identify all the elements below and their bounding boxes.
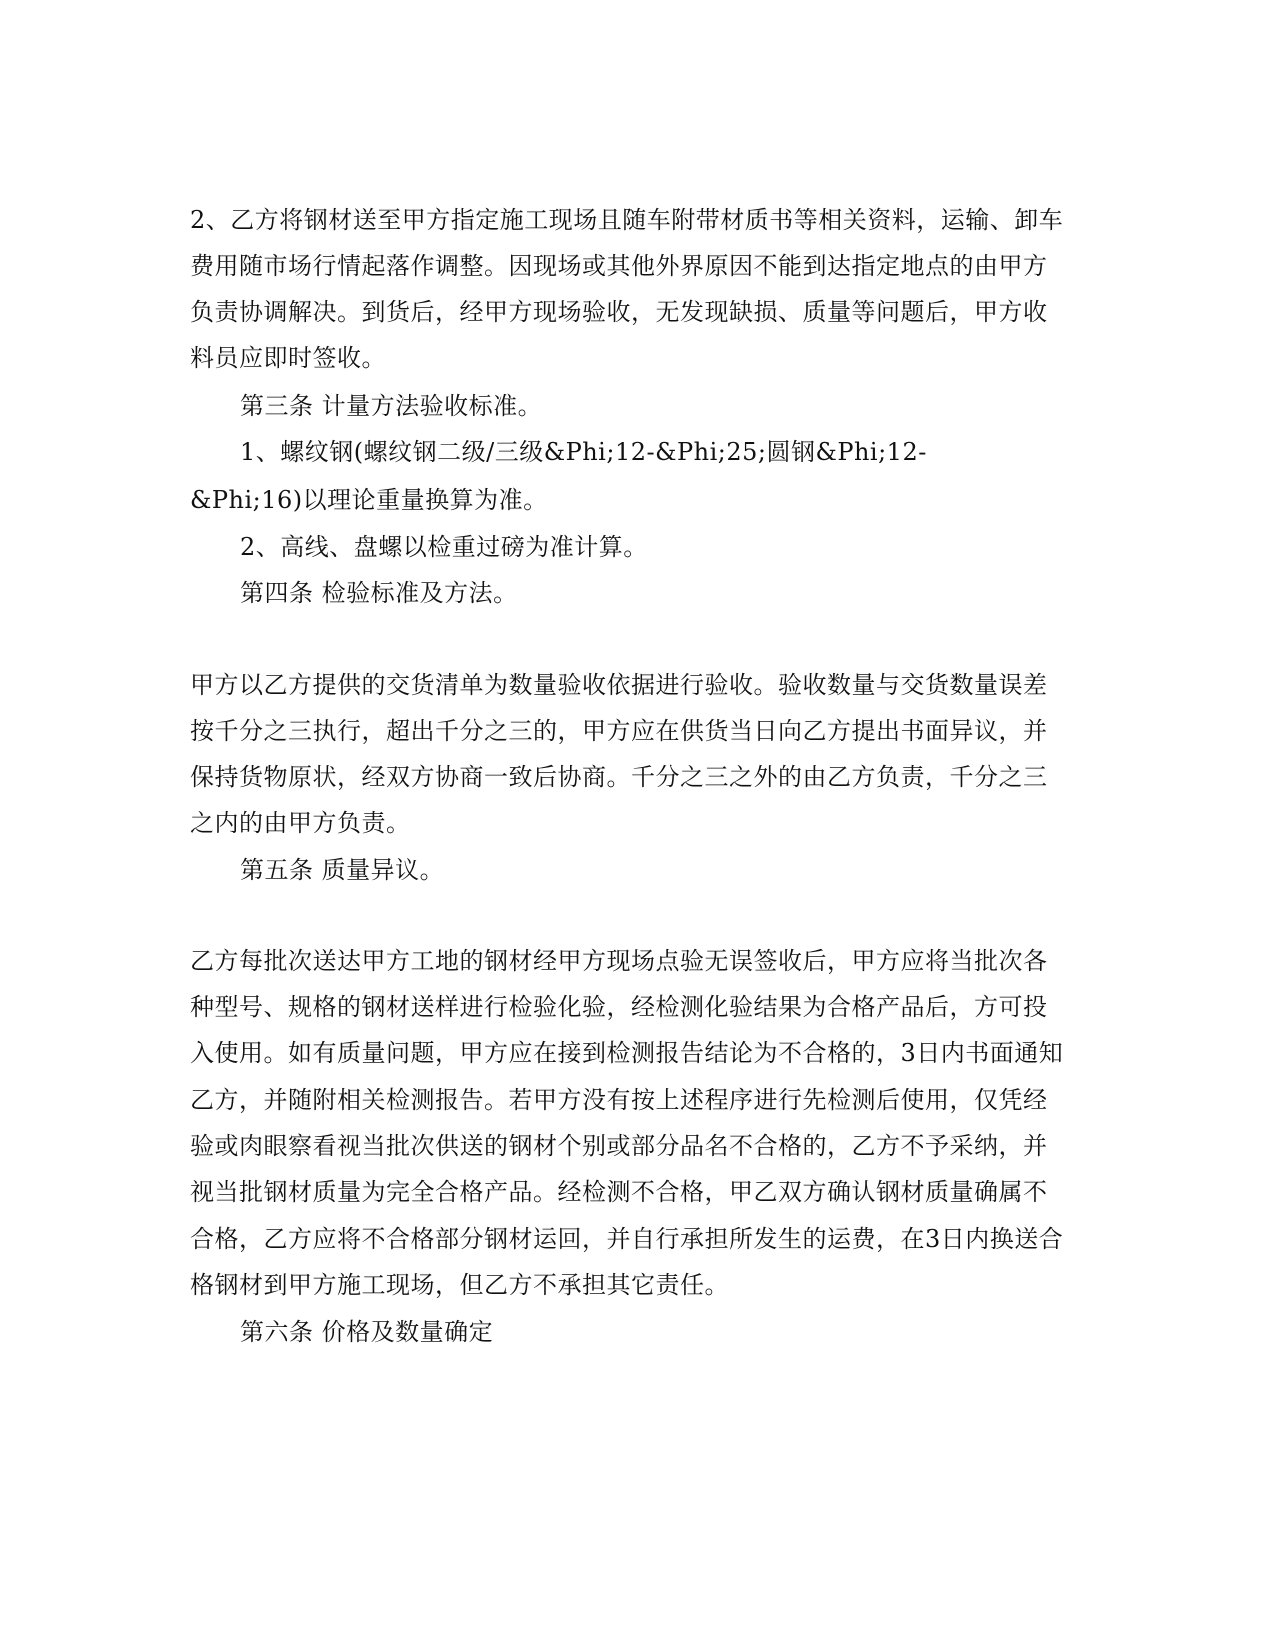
paragraph-line: 验或肉眼察看视当批次供送的钢材个别或部分品名不合格的，乙方不予采纳，并 — [190, 1132, 1048, 1160]
section-heading: 第六条 价格及数量确定 — [240, 1318, 494, 1346]
paragraph-line: 负责协调解决。到货后，经甲方现场验收，无发现缺损、质量等问题后，甲方收 — [190, 298, 1048, 326]
paragraph-line: 按千分之三执行，超出千分之三的，甲方应在供货当日向乙方提出书面异议，并 — [190, 717, 1048, 745]
paragraph-line: 2、高线、盘螺以检重过磅为准计算。 — [240, 533, 648, 561]
section-heading: 第四条 检验标准及方法。 — [240, 579, 518, 607]
paragraph-line: 乙方每批次送达甲方工地的钢材经甲方现场点验无误签收后，甲方应将当批次各 — [190, 947, 1048, 975]
paragraph-line: 费用随市场行情起落作调整。因现场或其他外界原因不能到达指定地点的由甲方 — [190, 252, 1048, 280]
section-heading: 第三条 计量方法验收标准。 — [240, 392, 543, 420]
paragraph-line: 格钢材到甲方施工现场，但乙方不承担其它责任。 — [190, 1271, 729, 1299]
paragraph-line: 乙方，并随附相关检测报告。若甲方没有按上述程序进行先检测后使用，仅凭经 — [190, 1086, 1048, 1114]
section-heading: 第五条 质量异议。 — [240, 856, 445, 884]
paragraph-line: 甲方以乙方提供的交货清单为数量验收依据进行验收。验收数量与交货数量误差 — [190, 671, 1048, 699]
paragraph-line: 料员应即时签收。 — [190, 344, 386, 372]
paragraph-line: &Phi;16)以理论重量换算为准。 — [190, 486, 548, 514]
paragraph-line: 保持货物原状，经双方协商一致后协商。千分之三之外的由乙方负责，千分之三 — [190, 763, 1048, 791]
paragraph-line: 入使用。如有质量问题，甲方应在接到检测报告结论为不合格的，3日内书面通知 — [190, 1039, 1064, 1067]
paragraph-line: 之内的由甲方负责。 — [190, 809, 411, 837]
paragraph-line: 合格，乙方应将不合格部分钢材运回，并自行承担所发生的运费，在3日内换送合 — [190, 1225, 1064, 1253]
paragraph-line: 种型号、规格的钢材送样进行检验化验，经检测化验结果为合格产品后，方可投 — [190, 993, 1048, 1021]
paragraph-line: 视当批钢材质量为完全合格产品。经检测不合格，甲乙双方确认钢材质量确属不 — [190, 1178, 1048, 1206]
paragraph-line: 1、螺纹钢(螺纹钢二级/三级&Phi;12-&Phi;25;圆钢&Phi;12- — [240, 438, 927, 466]
paragraph-line: 2、乙方将钢材送至甲方指定施工现场且随车附带材质书等相关资料，运输、卸车 — [190, 206, 1064, 234]
